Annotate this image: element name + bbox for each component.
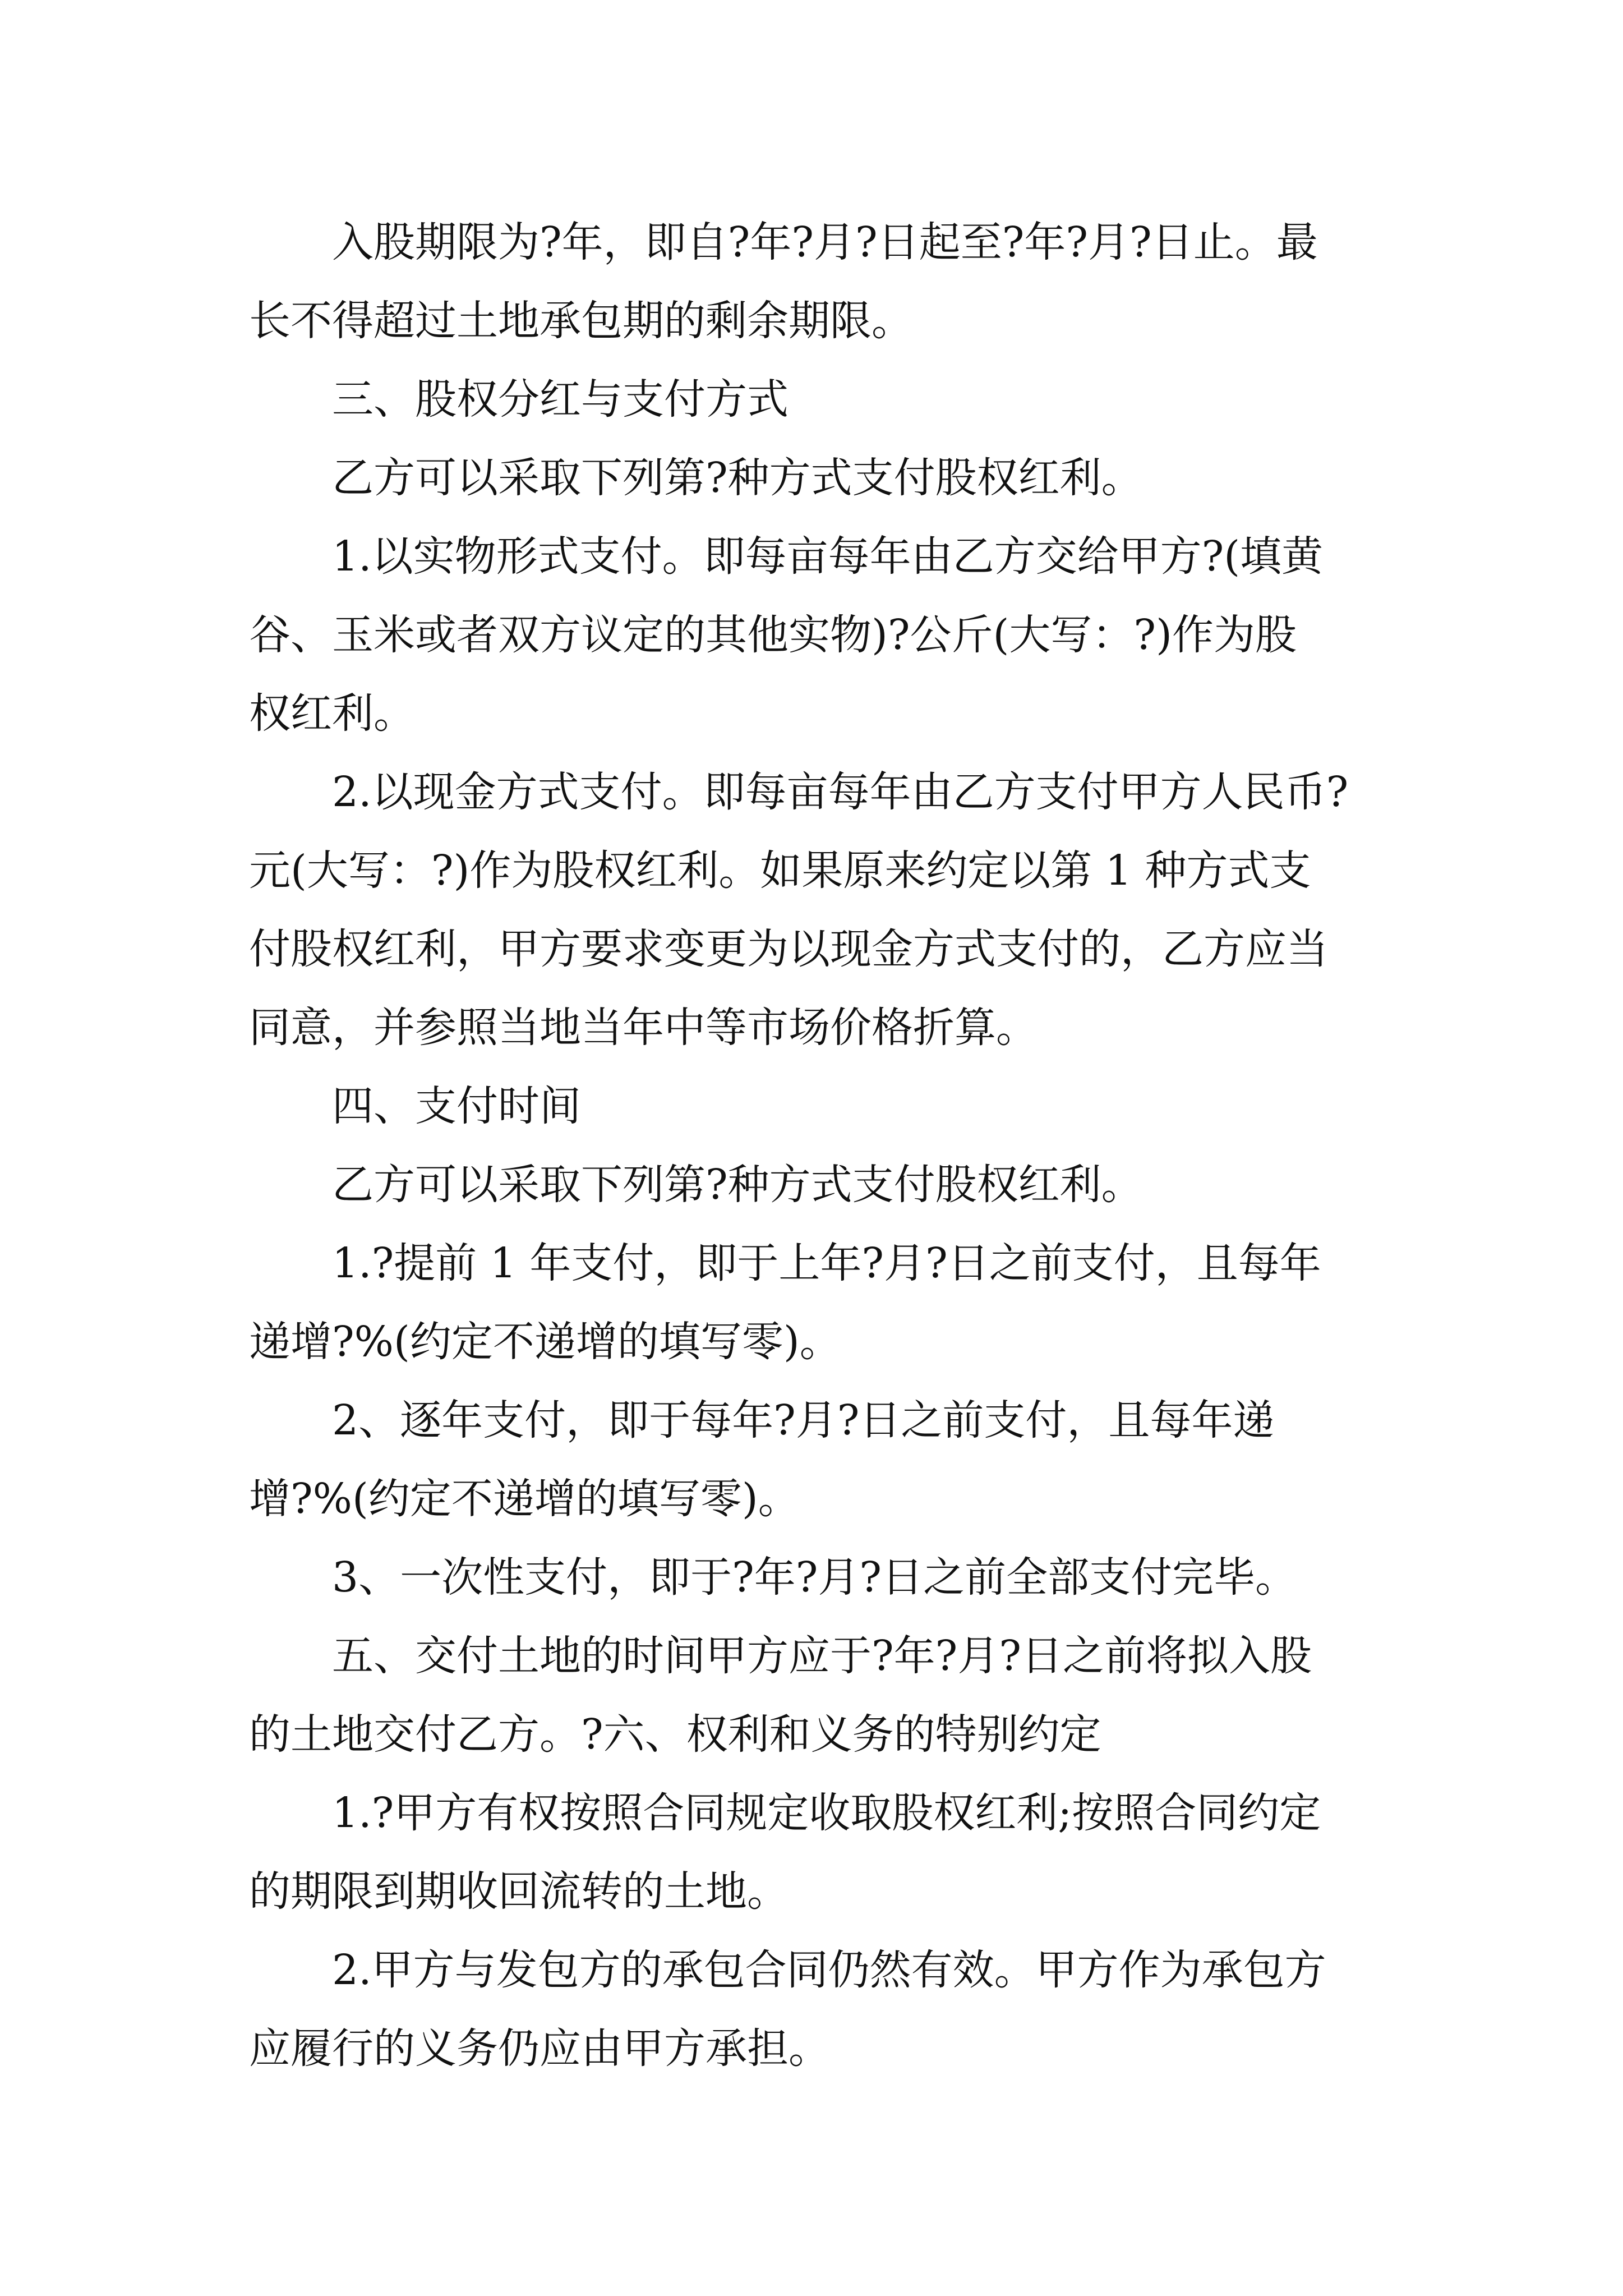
text-line: 3、一次性支付，即于?年?月?日之前全部支付完毕。 bbox=[332, 1553, 1297, 1602]
text-line: 递增?%(约定不递增的填写零)。 bbox=[249, 1318, 841, 1366]
text-line: 谷、玉米或者双方议定的其他实物)?公斤(大写：?)作为股 bbox=[249, 611, 1297, 659]
text-line: 2.以现金方式支付。即每亩每年由乙方支付甲方人民币? bbox=[332, 768, 1349, 816]
text-line: 乙方可以采取下列第?种方式支付股权红利。 bbox=[332, 1161, 1143, 1209]
text-line: 付股权红利，甲方要求变更为以现金方式支付的，乙方应当 bbox=[249, 925, 1328, 973]
text-line: 应履行的义务仍应由甲方承担。 bbox=[249, 2024, 830, 2073]
text-line: 的土地交付乙方。?六、权利和义务的特别约定 bbox=[249, 1710, 1101, 1759]
section-heading: 四、支付时间 bbox=[332, 1082, 581, 1130]
text-line: 1.?提前 1 年支付，即于上年?月?日之前支付，且每年 bbox=[332, 1239, 1321, 1287]
text-line: 同意，并参照当地当年中等市场价格折算。 bbox=[249, 1004, 1038, 1052]
text-line: 增?%(约定不递增的填写零)。 bbox=[249, 1475, 800, 1523]
text-line: 1.?甲方有权按照合同规定收取股权红利;按照合同约定 bbox=[332, 1789, 1321, 1837]
text-line: 元(大写：?)作为股权红利。如果原来约定以第 1 种方式支 bbox=[249, 846, 1311, 895]
text-line: 入股期限为?年，即自?年?月?日起至?年?月?日止。最 bbox=[332, 218, 1318, 266]
text-line: 长不得超过土地承包期的剩余期限。 bbox=[249, 297, 913, 345]
text-line: 2、逐年支付，即于每年?月?日之前支付，且每年递 bbox=[332, 1396, 1275, 1444]
section-heading: 五、交付土地的时间甲方应于?年?月?日之前将拟入股 bbox=[332, 1632, 1312, 1680]
section-heading: 三、股权分红与支付方式 bbox=[332, 375, 789, 424]
text-line: 2.甲方与发包方的承包合同仍然有效。甲方作为承包方 bbox=[332, 1946, 1326, 1994]
text-line: 1.以实物形式支付。即每亩每年由乙方交给甲方?(填黄 bbox=[332, 532, 1324, 581]
text-line: 乙方可以采取下列第?种方式支付股权红利。 bbox=[332, 454, 1143, 502]
document-body bbox=[249, 203, 1382, 2088]
text-line: 的期限到期收回流转的土地。 bbox=[249, 1867, 789, 1916]
text-line: 权红利。 bbox=[249, 689, 415, 738]
